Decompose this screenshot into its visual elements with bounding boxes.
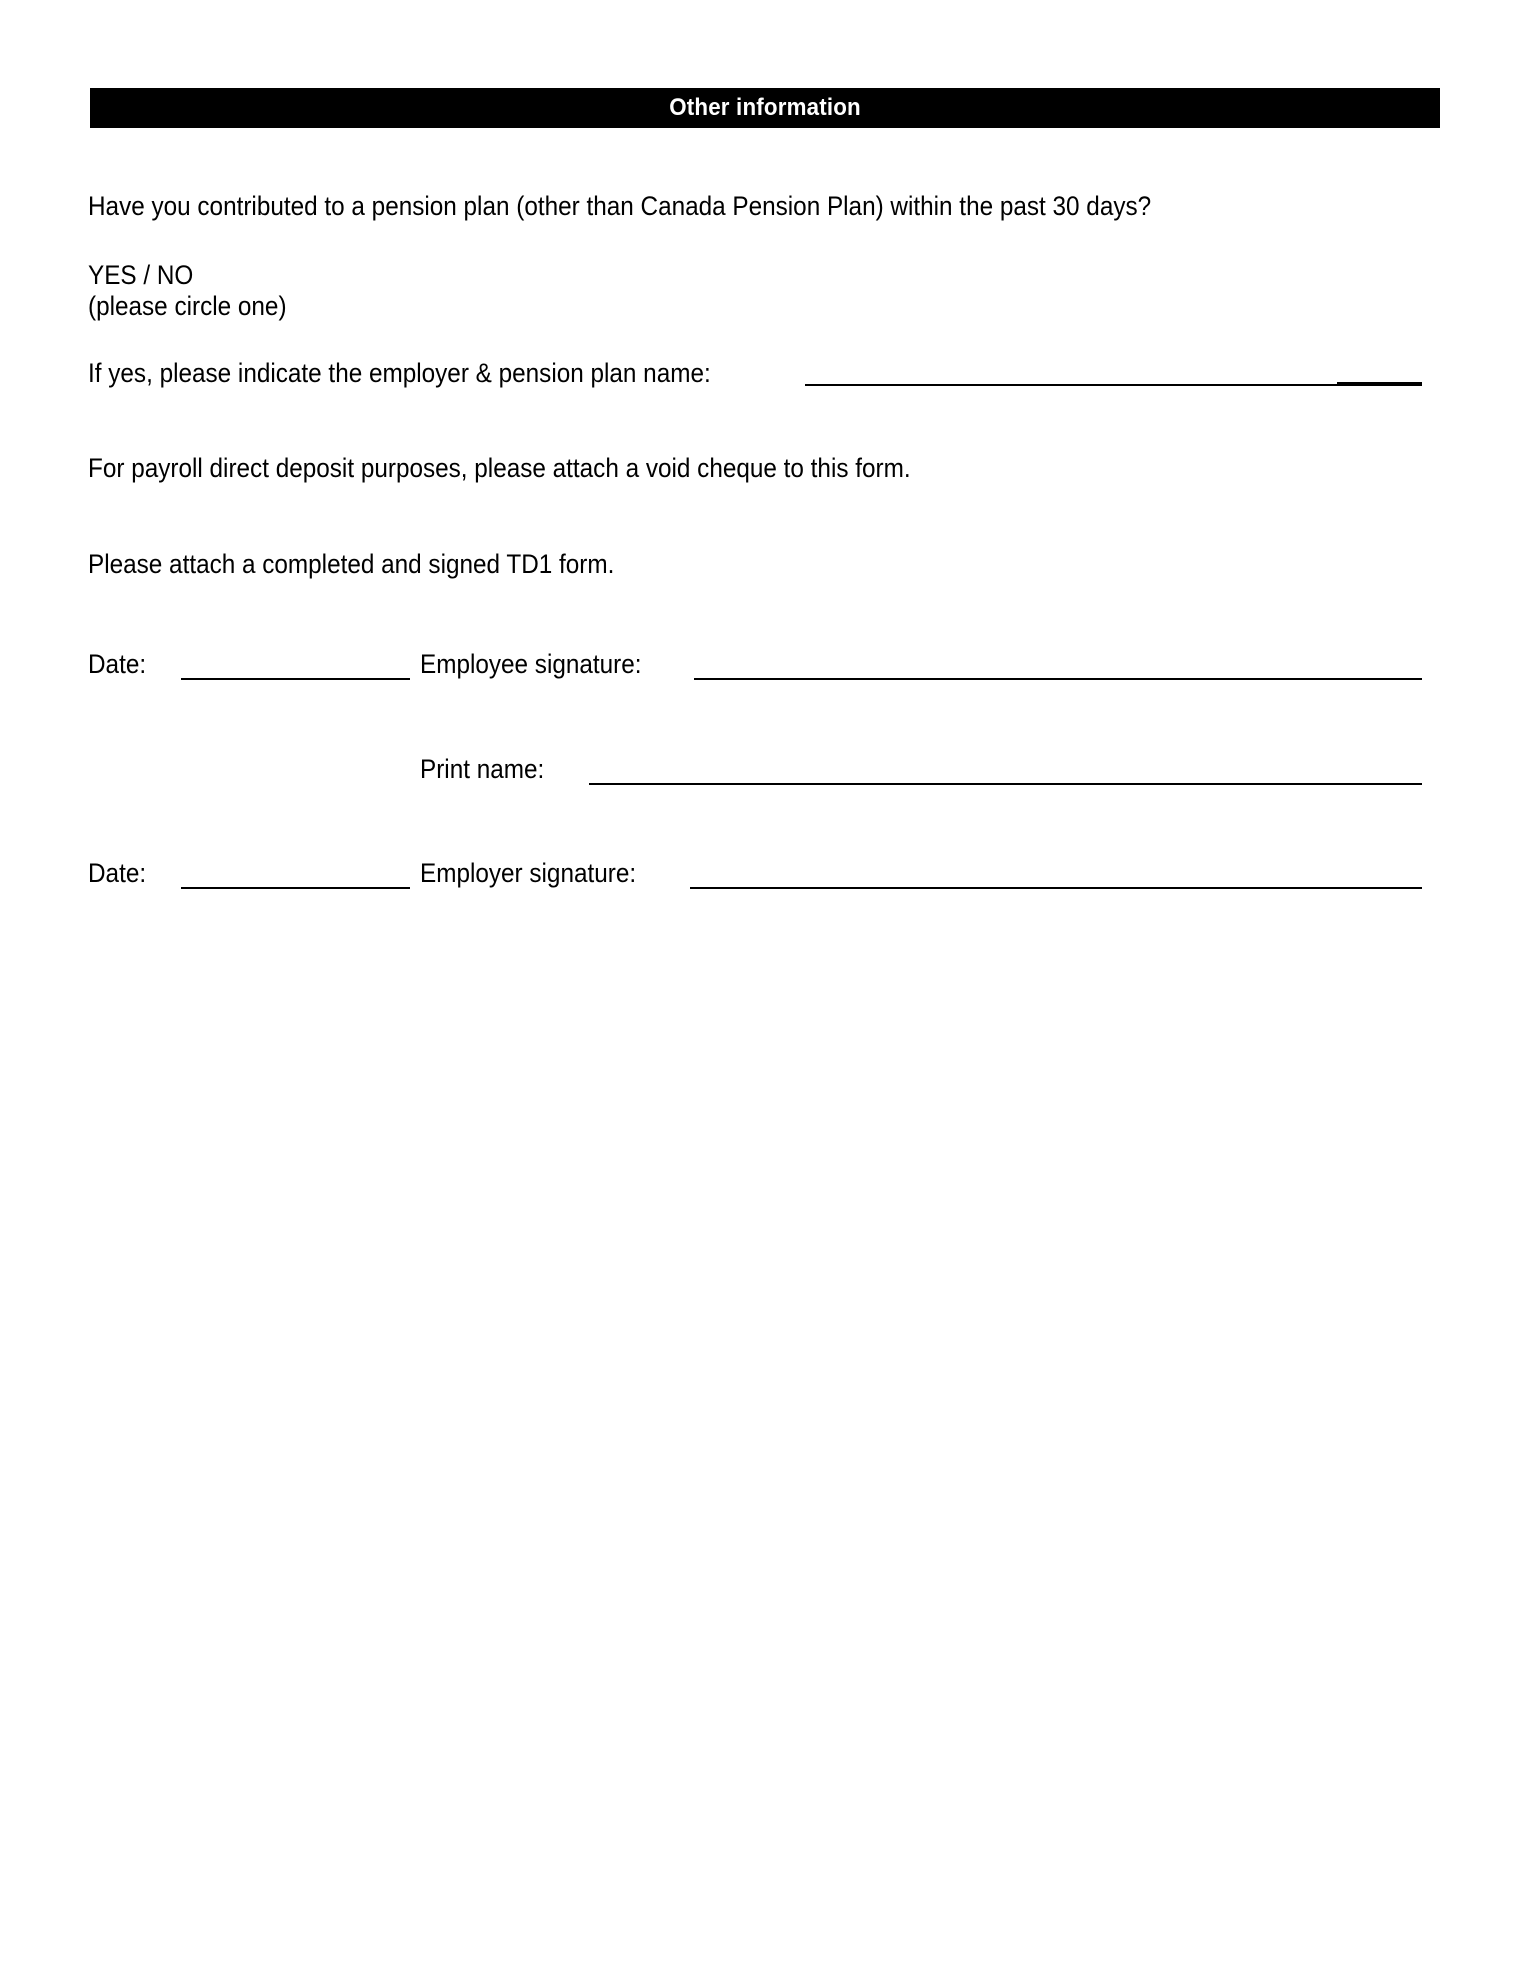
td1-instruction: Please attach a completed and signed TD1 form. [88,549,615,579]
print-name-blank[interactable] [589,783,1422,785]
employee-signature-label: Employee signature: [420,649,642,679]
employee-signature-blank[interactable] [694,678,1422,680]
employer-signature-label: Employer signature: [420,858,637,888]
pension-plan-name-blank-end[interactable] [1337,382,1422,386]
section-header-bar [90,88,1440,128]
pension-question-text: Have you contributed to a pension plan (other than Canada Pension Plan) within the past 30 days? [88,191,1152,221]
if-yes-label: If yes, please indicate the employer & pension plan name: [88,358,711,388]
print-name-label: Print name: [420,754,545,784]
employee-date-label: Date: [88,649,147,679]
employer-signature-blank[interactable] [690,887,1422,889]
yes-no-option-text[interactable]: YES / NO [88,260,194,290]
employer-date-blank[interactable] [181,887,410,889]
employer-date-label: Date: [88,858,147,888]
employee-date-blank[interactable] [181,678,410,680]
circle-one-instruction: (please circle one) [88,291,287,321]
pension-plan-name-blank[interactable] [805,384,1337,386]
section-title: Other information [669,94,861,121]
void-cheque-instruction: For payroll direct deposit purposes, please attach a void cheque to this form. [88,453,911,483]
